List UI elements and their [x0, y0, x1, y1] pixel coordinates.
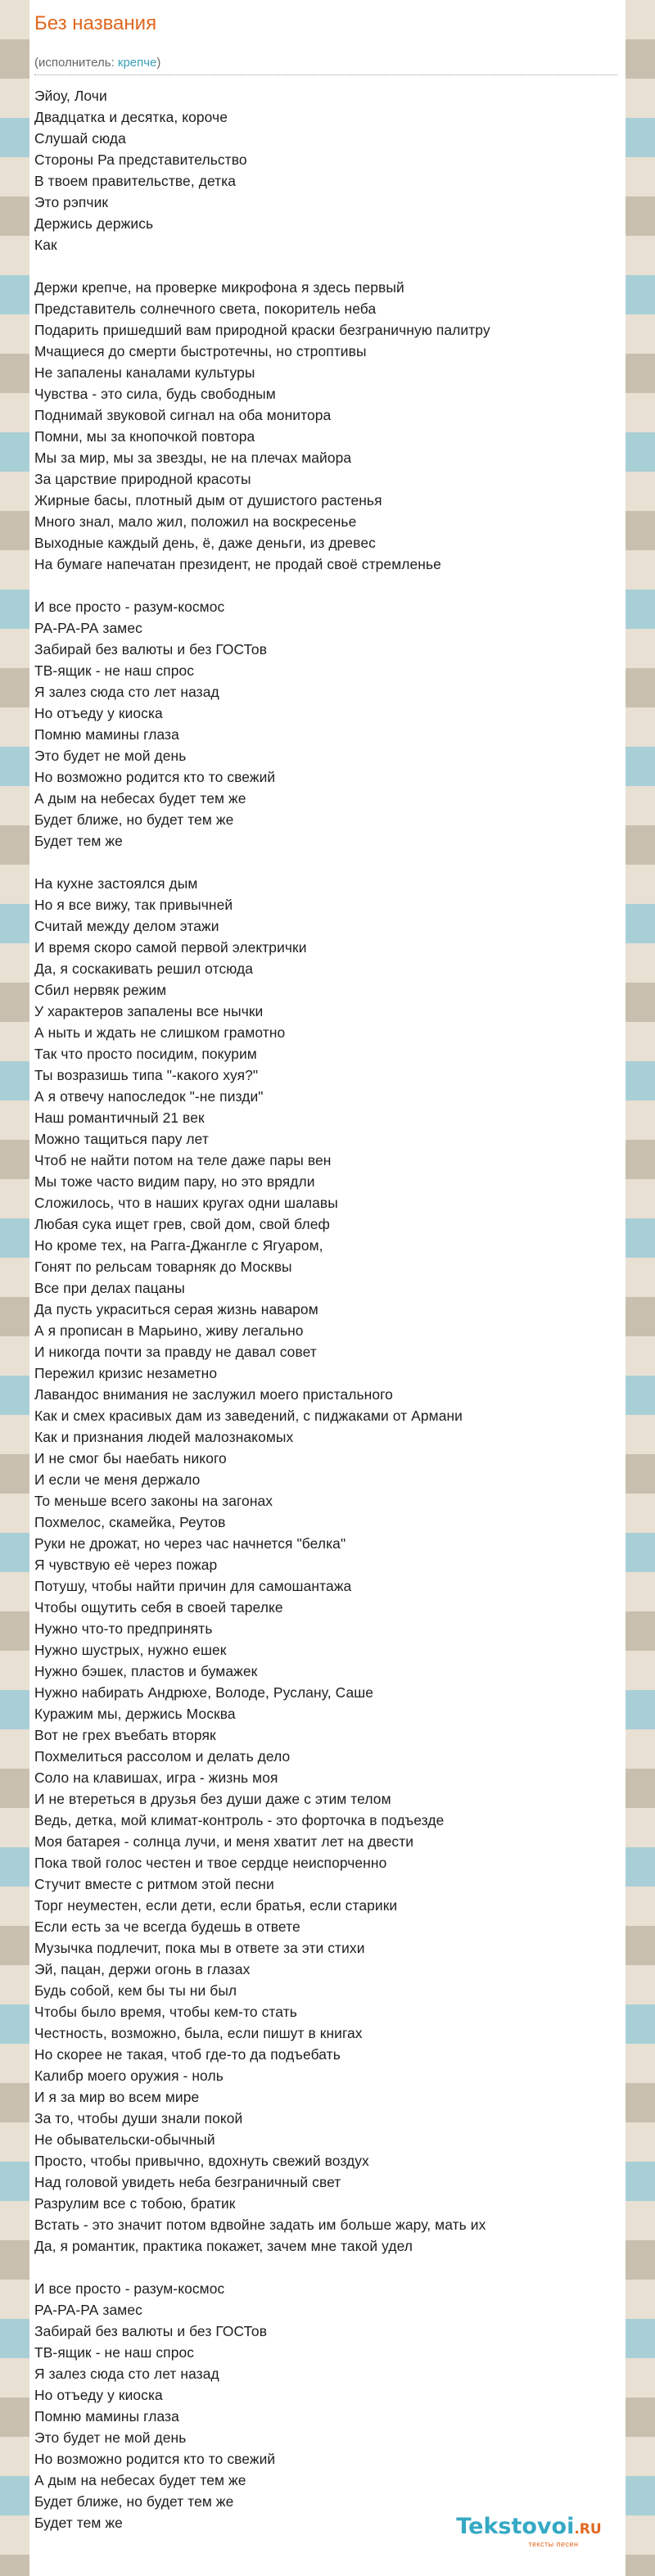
lyrics-line: Не запалены каналами культуры — [34, 364, 255, 381]
stripe-band — [0, 118, 29, 157]
lyrics-line: Лавандос внимания не заслужил моего пристального — [34, 1386, 393, 1403]
stripe-band — [0, 2397, 29, 2437]
stripe-band — [626, 1572, 655, 1611]
lyrics-line: Будет тем же — [34, 2515, 123, 2531]
stripe-band — [0, 2004, 29, 2044]
lyrics-line: И я за мир во всем мире — [34, 2089, 200, 2105]
stripe-band — [626, 1690, 655, 1729]
stripe-band — [0, 2437, 29, 2476]
stripe-band — [0, 707, 29, 747]
lyrics-line: Мы за мир, мы за звезды, не на плечах майора — [34, 450, 352, 466]
song-meta — [34, 56, 160, 70]
lyrics-line: Двадцатка и десятка, короче — [34, 109, 228, 125]
lyrics-line: Встать - это значит потом вдвойне задать им больше жару, мать их — [34, 2217, 486, 2233]
stripe-band — [0, 590, 29, 629]
lyrics-line: Много знал, мало жил, положил на воскресенье — [34, 513, 357, 530]
stripe-band — [626, 1258, 655, 1297]
stripe-band — [0, 1297, 29, 1336]
stripe-band — [626, 1022, 655, 1061]
stripe-band — [0, 275, 29, 314]
stripe-band — [0, 1847, 29, 1887]
lyrics-line: А дым на небесах будет тем же — [34, 2472, 246, 2488]
lyrics-line: РА-РА-РА замес — [34, 2302, 142, 2318]
lyrics-line: Потушу, чтобы найти причин для самошантажа — [34, 1578, 352, 1594]
lyrics-line: Все при делах пацаны — [34, 1280, 185, 1296]
stripe-band — [0, 786, 29, 825]
lyrics-line: Над головой увидеть неба безграничный свет — [34, 2174, 341, 2190]
lyrics-line: Но возможно родится кто то свежий — [34, 769, 276, 785]
stripe-band — [0, 1179, 29, 1218]
lyrics-line: Эйоу, Лочи — [34, 88, 107, 104]
lyrics-line: И никогда почти за правду не давал совет — [34, 1344, 317, 1360]
stripe-band — [0, 668, 29, 707]
lyrics-line: То меньше всего законы на загонах — [34, 1493, 273, 1509]
lyrics-line: Можно тащиться пару лет — [34, 1131, 209, 1147]
stripe-band — [0, 1258, 29, 1297]
lyrics-line: Руки не дрожат, но через час начнется "белка" — [34, 1535, 346, 1552]
lyrics-line: В твоем правительстве, детка — [34, 173, 237, 189]
stripe-band — [0, 1415, 29, 1454]
stripe-band — [0, 1808, 29, 1847]
lyrics-line: Нужно что-то предпринять — [34, 1620, 213, 1637]
lyrics-line: Стороны Ра представительство — [34, 151, 247, 168]
lyrics-stanza — [34, 2278, 619, 2533]
lyrics-line: Чувства - это сила, будь свободным — [34, 386, 276, 402]
lyrics-line: А ныть и ждать не слишком грамотно — [34, 1024, 286, 1041]
song-title: Без названия — [34, 12, 157, 34]
stripe-band — [626, 393, 655, 432]
lyrics-line: Если есть за че всегда будешь в ответе — [34, 1918, 300, 1935]
lyrics-line: Эй, пацан, держи огонь в глазах — [34, 1961, 251, 1977]
stripe-band — [626, 1179, 655, 1218]
site-logo[interactable] — [439, 2514, 619, 2548]
lyrics-line: Честность, возможно, была, если пишут в книгах — [34, 2025, 363, 2041]
lyrics-stanza — [34, 277, 619, 575]
lyrics-line: Похмелос, скамейка, Реутов — [34, 1514, 226, 1530]
lyrics-line: Нужно бэшек, пластов и бумажек — [34, 1663, 258, 1679]
logo-wordmark — [439, 2514, 619, 2542]
logo-tld: .RU — [574, 2521, 602, 2538]
stripe-band — [626, 157, 655, 197]
stripe-band — [626, 275, 655, 314]
lyrics-line: Пережил кризис незаметно — [34, 1365, 218, 1381]
stripe-band — [626, 2476, 655, 2515]
stripe-band — [626, 236, 655, 275]
lyrics-line: И все просто - разум-космос — [34, 599, 225, 615]
stripe-band — [0, 1022, 29, 1061]
stripe-band — [626, 1847, 655, 1887]
stripe-band — [0, 2162, 29, 2201]
stripe-band — [0, 1965, 29, 2004]
stripe-band — [626, 432, 655, 472]
stripe-band — [0, 472, 29, 511]
stripe-band — [626, 747, 655, 786]
lyrics-line: А дым на небесах будет тем же — [34, 790, 246, 807]
stripe-band — [0, 393, 29, 432]
lyrics-line: Как — [34, 237, 57, 253]
stripe-band — [0, 1651, 29, 1690]
stripe-band — [0, 197, 29, 236]
stripe-band — [626, 2319, 655, 2358]
stripe-band — [0, 314, 29, 354]
lyrics-line: И не втереться в друзья без души даже с этим телом — [34, 1791, 391, 1807]
stripe-band — [626, 1611, 655, 1651]
stripe-band — [0, 2358, 29, 2397]
stripe-band — [626, 314, 655, 354]
stripe-band — [626, 1533, 655, 1572]
stripe-band — [626, 1494, 655, 1533]
lyrics-line: Не обывательски-обычный — [34, 2131, 215, 2148]
lyrics-line: Ведь, детка, мой климат-контроль - это форточка в подъезде — [34, 1812, 445, 1828]
stripe-band — [0, 943, 29, 983]
lyrics-line: Поднимай звуковой сигнал на оба монитора — [34, 407, 332, 423]
stripe-band — [626, 79, 655, 118]
lyrics-line: Торг неуместен, если дети, если братья, если старики — [34, 1897, 398, 1914]
stripe-band — [626, 2083, 655, 2122]
stripe-band — [0, 2319, 29, 2358]
stripe-band — [0, 1494, 29, 1533]
stripe-band — [626, 2044, 655, 2083]
lyrics-line: Будет тем же — [34, 833, 123, 849]
lyrics-line: Пока твой голос честен и твое сердце неиспорченно — [34, 1855, 387, 1871]
stripe-band — [626, 865, 655, 904]
lyrics-line: Нужно шустрых, нужно ешек — [34, 1642, 227, 1658]
lyrics-line: На бумаге напечатан президент, не продай своё стремленье — [34, 556, 441, 572]
lyrics-line: Сбил нервяк режим — [34, 982, 167, 998]
stripe-band — [0, 1729, 29, 1769]
stripe-band — [0, 1454, 29, 1494]
lyrics-line: И если че меня держало — [34, 1471, 201, 1488]
lyrics-line: Держись держись — [34, 215, 154, 232]
stripe-band — [0, 511, 29, 550]
lyrics-line: Гонят по рельсам товарняк до Москвы — [34, 1259, 292, 1275]
lyrics-line: На кухне застоялся дым — [34, 875, 198, 892]
lyrics-line: Но возможно родится кто то свежий — [34, 2451, 276, 2467]
right-decorative-stripes — [626, 0, 655, 2576]
lyrics-line: За то, чтобы души знали покой — [34, 2110, 243, 2126]
lyrics-line: Куражим мы, держись Москва — [34, 1706, 236, 1722]
lyrics-line: У характеров запалены все нычки — [34, 1003, 264, 1019]
stripe-band — [626, 1297, 655, 1336]
stripe-band — [626, 1729, 655, 1769]
stripe-band — [626, 1454, 655, 1494]
stripe-band — [0, 39, 29, 79]
stripe-band — [626, 1965, 655, 2004]
stripe-band — [626, 1140, 655, 1179]
stripe-band — [626, 2397, 655, 2437]
stripe-band — [0, 157, 29, 197]
stripe-band — [0, 2515, 29, 2555]
stripe-band — [626, 550, 655, 590]
stripe-band — [626, 118, 655, 157]
lyrics-line: Вот не грех въебать вторяк — [34, 1727, 216, 1743]
stripe-band — [626, 2358, 655, 2397]
stripe-band — [626, 1100, 655, 1140]
stripe-band — [626, 2122, 655, 2162]
lyrics-line: Стучит вместе с ритмом этой песни — [34, 1876, 274, 1892]
lyrics-line: Разрулим все с тобою, братик — [34, 2195, 236, 2212]
lyrics-line: Забирай без валюты и без ГОСТов — [34, 2323, 268, 2339]
stripe-band — [626, 904, 655, 943]
stripe-band — [0, 1533, 29, 1572]
lyrics-line: Помню мамины глаза — [34, 2408, 179, 2425]
stripe-band — [626, 1926, 655, 1965]
artist-prefix: (исполнитель: — [34, 56, 118, 70]
stripe-band — [0, 2240, 29, 2280]
lyrics-line: Похмелиться рассолом и делать дело — [34, 1748, 291, 1765]
stripe-band — [0, 236, 29, 275]
stripe-band — [0, 2555, 29, 2576]
logo-tagline: тексты песен — [528, 2540, 579, 2548]
stripe-band — [0, 0, 29, 39]
lyrics-line: Будь собой, кем бы ты ни был — [34, 1982, 237, 1999]
stripe-band — [0, 79, 29, 118]
stripe-band — [0, 1100, 29, 1140]
lyrics-line: А я отвечу напоследок "-не пизди" — [34, 1088, 264, 1105]
stripe-band — [626, 1376, 655, 1415]
lyrics-line: И не смог бы наебать никого — [34, 1450, 227, 1467]
stripe-band — [0, 2476, 29, 2515]
stripe-band — [0, 2122, 29, 2162]
stripe-band — [0, 1887, 29, 1926]
lyrics-line: Мы тоже часто видим пару, но это врядли — [34, 1173, 315, 1190]
lyrics-line: Ты возразишь типа "-какого хуя?" — [34, 1067, 259, 1083]
stripe-band — [626, 1887, 655, 1926]
stripe-band — [626, 825, 655, 865]
lyrics-line: Как и смех красивых дам из заведений, с пиджаками от Армани — [34, 1408, 463, 1424]
lyrics-line: Но скорее не такая, чтоб где-то да подъебать — [34, 2046, 341, 2063]
stripe-band — [626, 2240, 655, 2280]
lyrics-stanza — [34, 596, 619, 852]
lyrics-stanza — [34, 873, 619, 2257]
stripe-band — [626, 1769, 655, 1808]
stripe-band — [626, 2555, 655, 2576]
lyrics-line: Будет ближе, но будет тем же — [34, 811, 234, 828]
stripe-band — [0, 1218, 29, 1258]
stripe-band — [626, 1415, 655, 1454]
lyrics-line: Просто, чтобы привычно, вдохнуть свежий воздух — [34, 2153, 369, 2169]
stripe-band — [626, 943, 655, 983]
stripe-band — [0, 865, 29, 904]
lyrics-line: Да пусть украситься серая жизнь наваром — [34, 1301, 318, 1317]
stripe-band — [0, 1061, 29, 1100]
lyrics-line: ТВ-ящик - не наш спрос — [34, 662, 195, 679]
lyrics-line: Но отъеду у киоска — [34, 705, 163, 721]
stripe-band — [626, 707, 655, 747]
lyrics-line: И время скоро самой первой электрички — [34, 939, 307, 956]
lyrics-line: Забирай без валюты и без ГОСТов — [34, 641, 268, 658]
lyrics-line: Это будет не мой день — [34, 748, 187, 764]
stripe-band — [626, 1061, 655, 1100]
stripe-band — [626, 2515, 655, 2555]
lyrics-line: Помни, мы за кнопочкой повтора — [34, 428, 255, 445]
lyrics-line: Калибр моего оружия - ноль — [34, 2068, 224, 2084]
stripe-band — [626, 2280, 655, 2319]
stripe-band — [0, 2201, 29, 2240]
stripe-band — [626, 39, 655, 79]
stripe-band — [0, 1376, 29, 1415]
lyrics-line: Подарить пришедший вам природной краски безграничную палитру — [34, 322, 490, 338]
stripe-band — [626, 1336, 655, 1376]
stripe-band — [626, 1218, 655, 1258]
stripe-band — [0, 1336, 29, 1376]
stripe-band — [0, 354, 29, 393]
lyrics-line: Держи крепче, на проверке микрофона я здесь первый — [34, 279, 404, 296]
lyrics-line: Как и признания людей малознакомых — [34, 1429, 294, 1445]
stripe-band — [626, 511, 655, 550]
lyrics-line: И все просто - разум-космос — [34, 2280, 225, 2297]
stripe-band — [626, 1651, 655, 1690]
lyrics-line: За царствие природной красоты — [34, 471, 251, 487]
lyrics-line: ТВ-ящик - не наш спрос — [34, 2344, 195, 2361]
stripe-band — [626, 668, 655, 707]
lyrics-line: Жирные басы, плотный дым от душистого растенья — [34, 492, 382, 508]
lyrics-line: Это рэпчик — [34, 194, 109, 210]
stripe-band — [626, 0, 655, 39]
stripe-band — [626, 197, 655, 236]
lyrics-line: Слушай сюда — [34, 130, 126, 147]
lyrics-line: Помню мамины глаза — [34, 726, 179, 743]
stripe-band — [626, 354, 655, 393]
lyrics-line: Считай между делом этажи — [34, 918, 219, 934]
lyrics-line: Музычка подлечит, пока мы в ответе за эти стихи — [34, 1940, 365, 1956]
logo-name: Tekstovoi — [456, 2514, 575, 2539]
lyrics-line: Выходные каждый день, ё, даже деньги, из древес — [34, 535, 376, 551]
lyrics-line: А я прописан в Марьино, живу легально — [34, 1322, 304, 1339]
lyrics-line: Представитель солнечного света, покоритель неба — [34, 301, 377, 317]
lyrics-line: Я залез сюда сто лет назад — [34, 684, 219, 700]
lyrics-line: Нужно набирать Андрюхе, Володе, Руслану, Саше — [34, 1684, 374, 1701]
stripe-band — [0, 432, 29, 472]
stripe-band — [626, 2162, 655, 2201]
lyrics-line: Сложилось, что в наших кругах одни шалавы — [34, 1195, 338, 1211]
stripe-band — [626, 590, 655, 629]
lyrics-line: Наш романтичный 21 век — [34, 1109, 205, 1126]
stripe-band — [626, 472, 655, 511]
lyrics-card — [29, 0, 626, 2576]
stripe-band — [0, 983, 29, 1022]
lyrics-line: Любая сука ищет грев, свой дом, свой блеф — [34, 1216, 330, 1232]
artist-link[interactable]: крепче — [117, 56, 157, 70]
stripe-band — [0, 1572, 29, 1611]
lyrics-stanza — [34, 85, 619, 255]
lyrics-line: Но отъеду у киоска — [34, 2387, 163, 2403]
stripe-band — [0, 629, 29, 668]
stripe-band — [626, 1808, 655, 1847]
lyrics-line: Соло на клавишах, игра - жизнь моя — [34, 1769, 278, 1786]
stripe-band — [0, 904, 29, 943]
lyrics-line: Но кроме тех, на Рагга-Джангле с Ягуаром, — [34, 1237, 323, 1254]
lyrics-body — [34, 85, 619, 2555]
stripe-band — [0, 2083, 29, 2122]
stripe-band — [0, 2280, 29, 2319]
lyrics-line: Будет ближе, но будет тем же — [34, 2493, 234, 2510]
stripe-band — [626, 2201, 655, 2240]
lyrics-line: Да, я романтик, практика покажет, зачем мне такой удел — [34, 2238, 413, 2254]
lyrics-line: Мчащиеся до смерти быстротечны, но строптивы — [34, 343, 367, 359]
lyrics-line: Чтобы ощутить себя в своей тарелке — [34, 1599, 283, 1616]
stripe-band — [626, 983, 655, 1022]
lyrics-line: РА-РА-РА замес — [34, 620, 142, 636]
lyrics-line: Но я все вижу, так привычней — [34, 897, 233, 913]
stripe-band — [626, 2004, 655, 2044]
stripe-band — [0, 2044, 29, 2083]
lyrics-line: Так что просто посидим, покурим — [34, 1046, 257, 1062]
artist-suffix: ) — [156, 56, 161, 70]
stripe-band — [0, 747, 29, 786]
stripe-band — [0, 1926, 29, 1965]
lyrics-line: Чтоб не найти потом на теле даже пары вен — [34, 1152, 332, 1168]
stripe-band — [0, 1690, 29, 1729]
stripe-band — [626, 2437, 655, 2476]
stripe-band — [0, 1769, 29, 1808]
lyrics-line: Это будет не мой день — [34, 2429, 187, 2446]
stripe-band — [626, 629, 655, 668]
left-decorative-stripes — [0, 0, 29, 2576]
stripe-band — [0, 1611, 29, 1651]
lyrics-line: Чтобы было время, чтобы кем-то стать — [34, 2004, 297, 2020]
lyrics-line: Да, я соскакивать решил отсюда — [34, 960, 254, 977]
lyrics-line: Я залез сюда сто лет назад — [34, 2366, 219, 2382]
stripe-band — [0, 825, 29, 865]
stripe-band — [0, 1140, 29, 1179]
stripe-band — [0, 550, 29, 590]
lyrics-line: Моя батарея - солнца лучи, и меня хватит лет на двести — [34, 1833, 414, 1850]
stripe-band — [626, 786, 655, 825]
lyrics-line: Я чувствую её через пожар — [34, 1557, 218, 1573]
